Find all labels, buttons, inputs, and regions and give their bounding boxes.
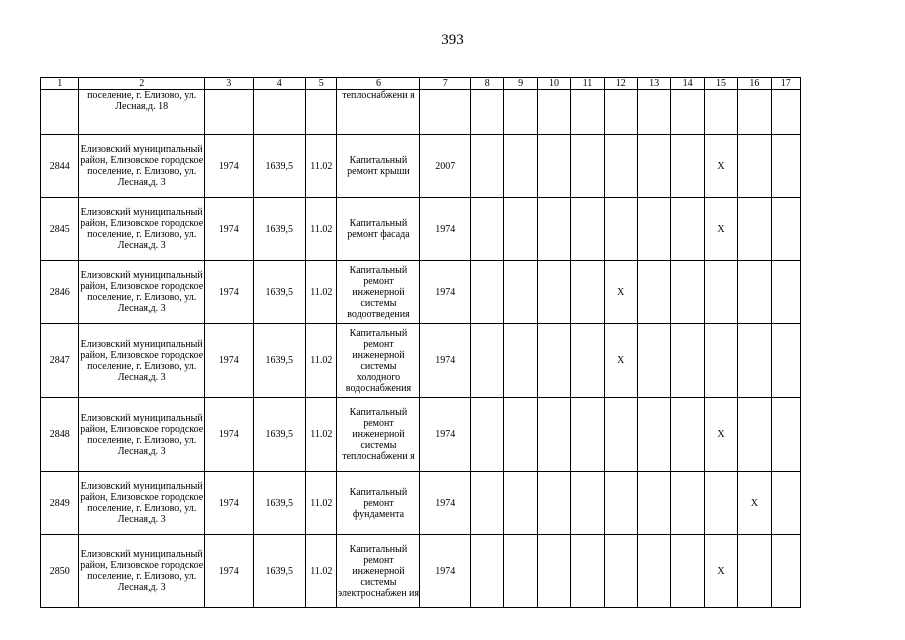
cell-16 [738,135,771,198]
cell-10 [537,398,570,472]
cell-15 [704,261,737,324]
table-row [41,398,801,472]
table-row [41,324,801,398]
cell-area: 1639,5 [253,261,306,324]
cell-12: X [604,324,637,398]
cell-11 [571,472,604,535]
table-row [41,535,801,608]
header-cell: 14 [671,78,704,90]
cell-empty [420,90,471,135]
cell-10 [537,472,570,535]
cell-address: Елизовский муниципальный район, Елизовское городское поселение, г. Елизово, ул. Лесная,д. 3 [79,198,204,261]
cell-9 [504,535,537,608]
cell-17 [771,261,800,324]
cell-9 [504,198,537,261]
cell-16 [738,535,771,608]
cell-work: Капитальный ремонт инженерной системы водоотведения [337,261,420,324]
cell-empty [671,90,704,135]
cell-14 [671,535,704,608]
cell-work: Капитальный ремонт фасада [337,198,420,261]
header-cell: 17 [771,78,800,90]
cell-num: 2848 [41,398,79,472]
cell-10 [537,198,570,261]
cell-14 [671,324,704,398]
cell-12 [604,472,637,535]
header-row [41,78,801,90]
cell-num: 2846 [41,261,79,324]
cell-year: 1974 [204,198,253,261]
cell-14 [671,135,704,198]
cell-area: 1639,5 [253,472,306,535]
cell-13 [637,472,670,535]
cell-11 [571,535,604,608]
cell-num: 2847 [41,324,79,398]
cell-13 [637,535,670,608]
cell-10 [537,535,570,608]
cell-14 [671,198,704,261]
cell-9 [504,261,537,324]
cell-address: поселение, г. Елизово, ул. Лесная,д. 18 [79,90,204,135]
cell-10 [537,135,570,198]
cell-work: Капитальный ремонт инженерной системы электроснабжен ия [337,535,420,608]
cell-year-done: 1974 [420,472,471,535]
cell-empty [471,90,504,135]
cell-11 [571,398,604,472]
cell-num: 2845 [41,198,79,261]
cell-work: теплоснабжени я [337,90,420,135]
cell-14 [671,472,704,535]
cell-12: X [604,261,637,324]
header-cell: 12 [604,78,637,90]
cell-12 [604,135,637,198]
cell-9 [504,324,537,398]
cell-15 [704,472,737,535]
cell-13 [637,398,670,472]
cell-area: 1639,5 [253,135,306,198]
cell-8 [471,535,504,608]
cell-num: 2850 [41,535,79,608]
cell-8 [471,398,504,472]
cell-11 [571,135,604,198]
header-cell: 1 [41,78,79,90]
header-cell: 16 [738,78,771,90]
cell-num [41,90,79,135]
cell-empty [771,90,800,135]
cell-15: X [704,535,737,608]
table-row [41,135,801,198]
cell-14 [671,398,704,472]
cell-8 [471,472,504,535]
header-cell: 9 [504,78,537,90]
cell-code: 11.02 [306,535,337,608]
cell-13 [637,198,670,261]
cell-11 [571,324,604,398]
cell-num: 2844 [41,135,79,198]
table-row [41,198,801,261]
cell-work: Капитальный ремонт фундамента [337,472,420,535]
cell-year-done: 2007 [420,135,471,198]
cell-17 [771,324,800,398]
cell-17 [771,472,800,535]
cell-year-done: 1974 [420,535,471,608]
cell-8 [471,135,504,198]
cell-11 [571,198,604,261]
table-row [41,472,801,535]
cell-work: Капитальный ремонт инженерной системы теплоснабжени я [337,398,420,472]
cell-empty [306,90,337,135]
cell-9 [504,472,537,535]
cell-14 [671,261,704,324]
cell-area: 1639,5 [253,398,306,472]
cell-address: Елизовский муниципальный район, Елизовское городское поселение, г. Елизово, ул. Лесная,д. 3 [79,261,204,324]
cell-8 [471,324,504,398]
cell-15 [704,324,737,398]
table-row [41,261,801,324]
cell-area: 1639,5 [253,535,306,608]
cell-code: 11.02 [306,135,337,198]
cell-15: X [704,135,737,198]
cell-8 [471,198,504,261]
cell-17 [771,535,800,608]
cell-year: 1974 [204,398,253,472]
header-cell: 11 [571,78,604,90]
cell-17 [771,135,800,198]
header-cell: 2 [79,78,204,90]
cell-17 [771,398,800,472]
cell-10 [537,261,570,324]
cell-year-done: 1974 [420,261,471,324]
cell-16: X [738,472,771,535]
cell-empty [204,90,253,135]
cell-17 [771,198,800,261]
cell-address: Елизовский муниципальный район, Елизовское городское поселение, г. Елизово, ул. Лесная,д. 3 [79,398,204,472]
header-cell: 8 [471,78,504,90]
cell-code: 11.02 [306,324,337,398]
cell-code: 11.02 [306,398,337,472]
register-table [40,77,801,608]
cell-area: 1639,5 [253,198,306,261]
cell-11 [571,261,604,324]
cell-address: Елизовский муниципальный район, Елизовское городское поселение, г. Елизово, ул. Лесная,д. 3 [79,324,204,398]
header-cell: 10 [537,78,570,90]
cell-year: 1974 [204,535,253,608]
cell-9 [504,135,537,198]
cell-year: 1974 [204,472,253,535]
cell-16 [738,261,771,324]
cell-13 [637,135,670,198]
header-cell: 13 [637,78,670,90]
cell-8 [471,261,504,324]
cell-13 [637,324,670,398]
cell-empty [537,90,570,135]
cell-empty [571,90,604,135]
cell-code: 11.02 [306,472,337,535]
continued-row [41,90,801,135]
cell-9 [504,398,537,472]
cell-empty [604,90,637,135]
cell-code: 11.02 [306,261,337,324]
page-number: 393 [441,32,464,48]
cell-13 [637,261,670,324]
cell-area: 1639,5 [253,324,306,398]
cell-year-done: 1974 [420,198,471,261]
cell-empty [253,90,306,135]
cell-year: 1974 [204,135,253,198]
cell-address: Елизовский муниципальный район, Елизовское городское поселение, г. Елизово, ул. Лесная,д. 3 [79,135,204,198]
header-cell: 3 [204,78,253,90]
cell-12 [604,535,637,608]
cell-empty [704,90,737,135]
cell-12 [604,198,637,261]
cell-16 [738,324,771,398]
cell-15: X [704,398,737,472]
cell-16 [738,198,771,261]
header-cell: 15 [704,78,737,90]
cell-year: 1974 [204,261,253,324]
cell-address: Елизовский муниципальный район, Елизовское городское поселение, г. Елизово, ул. Лесная,д. 3 [79,472,204,535]
cell-15: X [704,198,737,261]
cell-12 [604,398,637,472]
cell-code: 11.02 [306,198,337,261]
cell-year-done: 1974 [420,324,471,398]
cell-empty [637,90,670,135]
header-cell: 7 [420,78,471,90]
cell-16 [738,398,771,472]
cell-empty [504,90,537,135]
cell-10 [537,324,570,398]
header-cell: 4 [253,78,306,90]
cell-work: Капитальный ремонт инженерной системы холодного водоснабжения [337,324,420,398]
cell-year-done: 1974 [420,398,471,472]
cell-address: Елизовский муниципальный район, Елизовское городское поселение, г. Елизово, ул. Лесная,д. 3 [79,535,204,608]
header-cell: 5 [306,78,337,90]
cell-year: 1974 [204,324,253,398]
cell-work: Капитальный ремонт крыши [337,135,420,198]
header-cell: 6 [337,78,420,90]
cell-num: 2849 [41,472,79,535]
cell-empty [738,90,771,135]
